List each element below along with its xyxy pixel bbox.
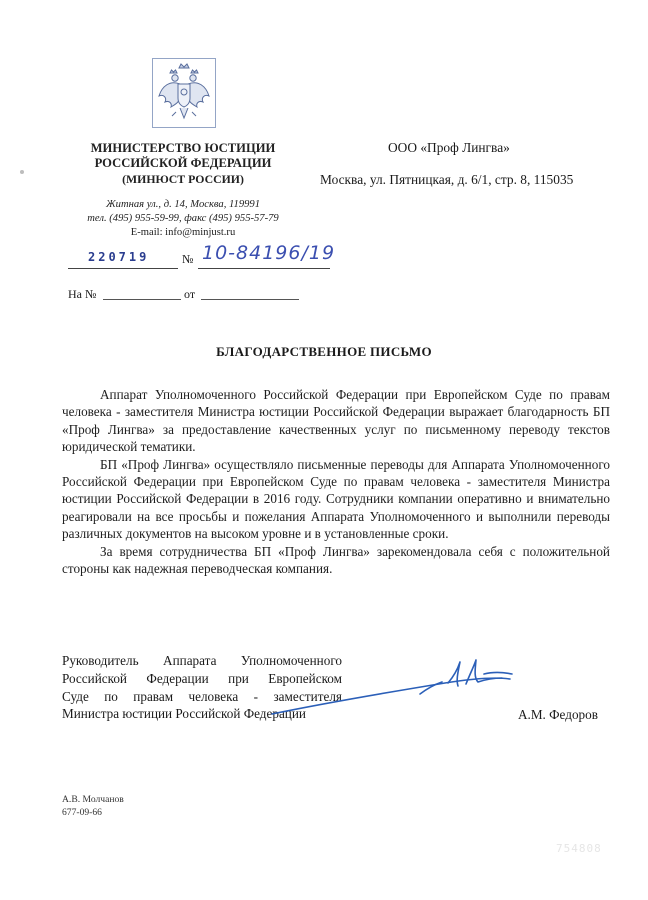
signatory-line3: Суде по правам человека - заместителя [62, 688, 342, 704]
faint-stamp-number: 754808 [556, 842, 602, 855]
signer-name: А.М. Федоров [518, 707, 598, 722]
signatory-line2: Российской Федерации при Европейском [62, 670, 342, 686]
reference-date-blank [201, 299, 299, 300]
signatory-line4: Министра юстиции Российской Федерации [62, 706, 306, 722]
recipient-address: Москва, ул. Пятницкая, д. 6/1, стр. 8, 115035 [320, 172, 574, 187]
number-sign: № [182, 252, 194, 266]
outgoing-number-underline [198, 268, 330, 269]
body-paragraph-3: За время сотрудничества БП «Проф Лингва» зарекомендовала себя с положительной стороны как надежная переводческая компания. [62, 543, 610, 577]
org-short-name: (МИНЮСТ РОССИИ) [122, 172, 244, 186]
recipient-name: ООО «Проф Лингва» [388, 140, 510, 155]
russian-emblem-icon [152, 58, 216, 128]
reference-number-blank [103, 299, 181, 300]
signatory-line1: Руководитель Аппарата Уполномоченного [62, 653, 342, 668]
registration-stamp-number: 220719 [88, 250, 150, 264]
handwritten-signature [270, 650, 530, 730]
executor-name: А.В. Молчанов [62, 794, 124, 805]
letter-body [62, 386, 610, 577]
org-phone: тел. (495) 955-59-99, факс (495) 955-57-79 [87, 213, 279, 224]
org-name-line2: РОССИЙСКОЙ ФЕДЕРАЦИИ [94, 156, 272, 170]
letter-title: БЛАГОДАРСТВЕННОЕ ПИСЬМО [216, 344, 432, 359]
org-name-line1: МИНИСТЕРСТВО ЮСТИЦИИ [90, 141, 276, 155]
outgoing-number-handwritten: 10-84196/19 [202, 242, 336, 264]
body-paragraph-1: Аппарат Уполномоченного Российской Федерации при Европейском Суде по правам человека - заместителя Министра юстиции Российской Федерации выражает благодарность БП «Проф Лингва» за предоставление качественных услуг по письменному переводу текстов юридической тематики. [62, 387, 610, 455]
reference-date-label: от [184, 287, 196, 301]
body-paragraph-2: БП «Проф Лингва» осуществляло письменные переводы для Аппарата Уполномоченного Российской Федерации при Европейском Суде по правам человека - заместителя Министра юстиции Российской Федерации в 2016 году. Сотрудники компании оперативно и внимательно реагировали на все просьбы и пожелания Аппарата Уполномоченного и выполнили переводы различных документов на высоком уровне и в установленные сроки. [62, 456, 610, 542]
registration-underline [68, 268, 178, 269]
org-email: E-mail: info@minjust.ru [130, 227, 236, 238]
scan-speck [20, 170, 24, 174]
reference-number-label: На № [68, 287, 97, 301]
org-address: Житная ул., д. 14, Москва, 119991 [105, 199, 261, 210]
executor-phone: 677-09-66 [62, 807, 102, 818]
